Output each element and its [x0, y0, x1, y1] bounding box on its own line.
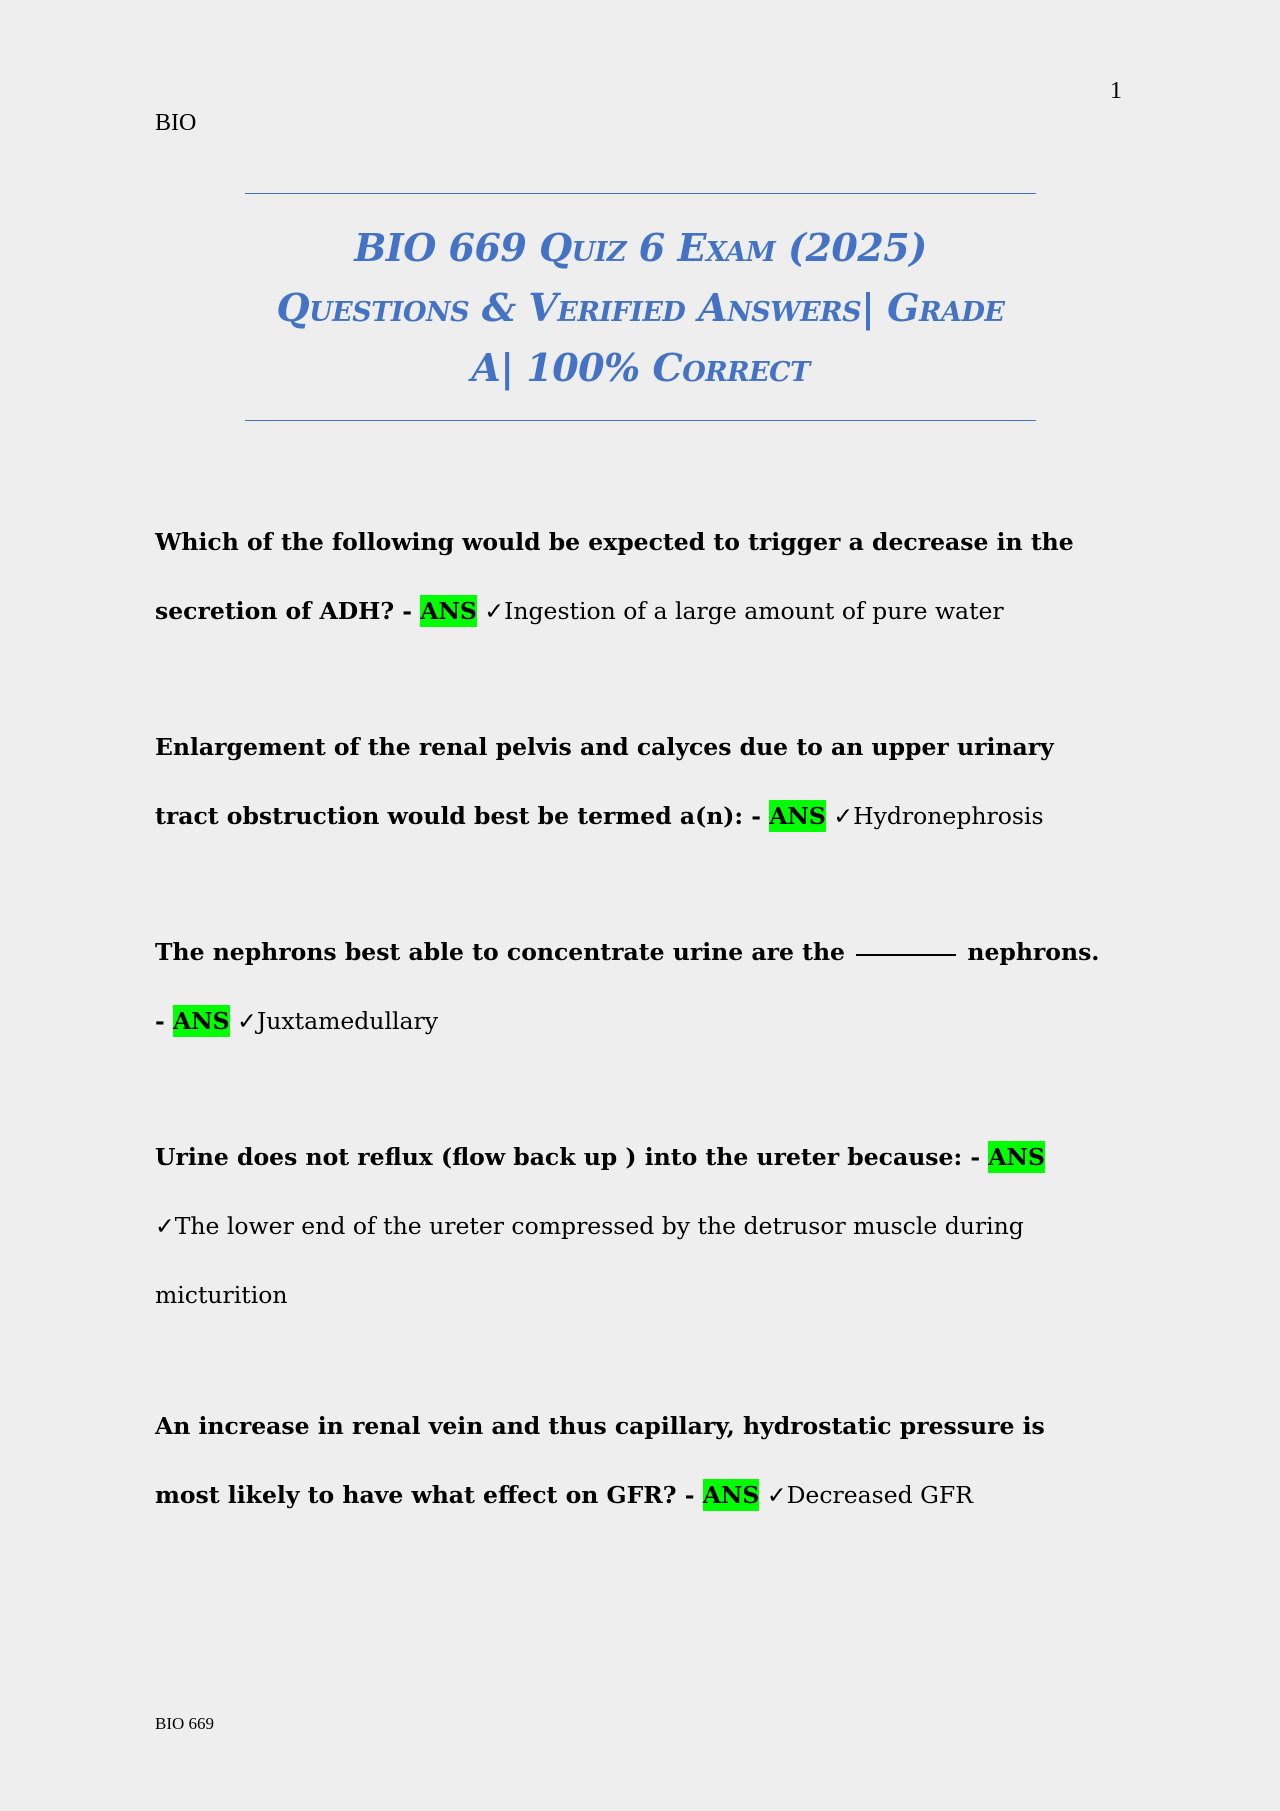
- running-footer: BIO 669: [155, 1714, 215, 1733]
- qa-item: [155, 1123, 1115, 1330]
- qa-item: [155, 508, 1115, 646]
- check-icon: ✓: [237, 1007, 257, 1035]
- qa-item: [155, 918, 1115, 1056]
- check-icon: ✓: [766, 1481, 787, 1509]
- question-text: Urine does not reflux (flow back up ) into the ureter because: -: [155, 1143, 989, 1171]
- ans-badge: ANS: [420, 597, 477, 625]
- answer-text: The lower end of the ureter compressed by the detrusor muscle during micturition: [155, 1212, 1024, 1309]
- check-icon: ✓: [484, 597, 505, 625]
- question-text: Enlargement of the renal pelvis and calyces due to an upper urinary tract obstruction would best be termed a(n): -: [155, 733, 1054, 830]
- answer-text: Juxtamedullary: [256, 1007, 438, 1035]
- ans-badge: ANS: [988, 1143, 1045, 1171]
- title-line-1: BIO 669 Quiz 6 Exam (2025): [354, 225, 927, 270]
- qa-item: [155, 1392, 1115, 1530]
- check-icon: ✓: [833, 802, 854, 830]
- question-text: The nephrons best able to concentrate urine are the: [155, 938, 854, 966]
- answer-text: Decreased GFR: [786, 1481, 973, 1509]
- title-line-2: Questions & Verified Answers| Grade: [276, 285, 1005, 330]
- question-text: Which of the following would be expected to trigger a decrease in the secretion of ADH? -: [155, 528, 1074, 625]
- qa-item: [155, 713, 1115, 851]
- ans-badge: ANS: [172, 1007, 230, 1035]
- running-header: BIO: [155, 110, 197, 136]
- page-number: 1: [1110, 78, 1122, 104]
- document-title: [245, 193, 1036, 421]
- check-icon: ✓: [155, 1212, 175, 1240]
- answer-text: Hydronephrosis: [853, 802, 1044, 830]
- ans-badge: ANS: [769, 802, 826, 830]
- question-answer-list: [155, 508, 1115, 1597]
- title-line-3: A| 100% Correct: [471, 345, 810, 390]
- ans-badge: ANS: [702, 1481, 760, 1509]
- fill-in-blank: [856, 954, 956, 956]
- question-text: An increase in renal vein and thus capillary, hydrostatic pressure is most likely to have what effect on GFR? -: [155, 1412, 1045, 1509]
- answer-text: Ingestion of a large amount of pure water: [504, 597, 1004, 625]
- question-text-continued: nephrons. -: [155, 938, 1100, 1035]
